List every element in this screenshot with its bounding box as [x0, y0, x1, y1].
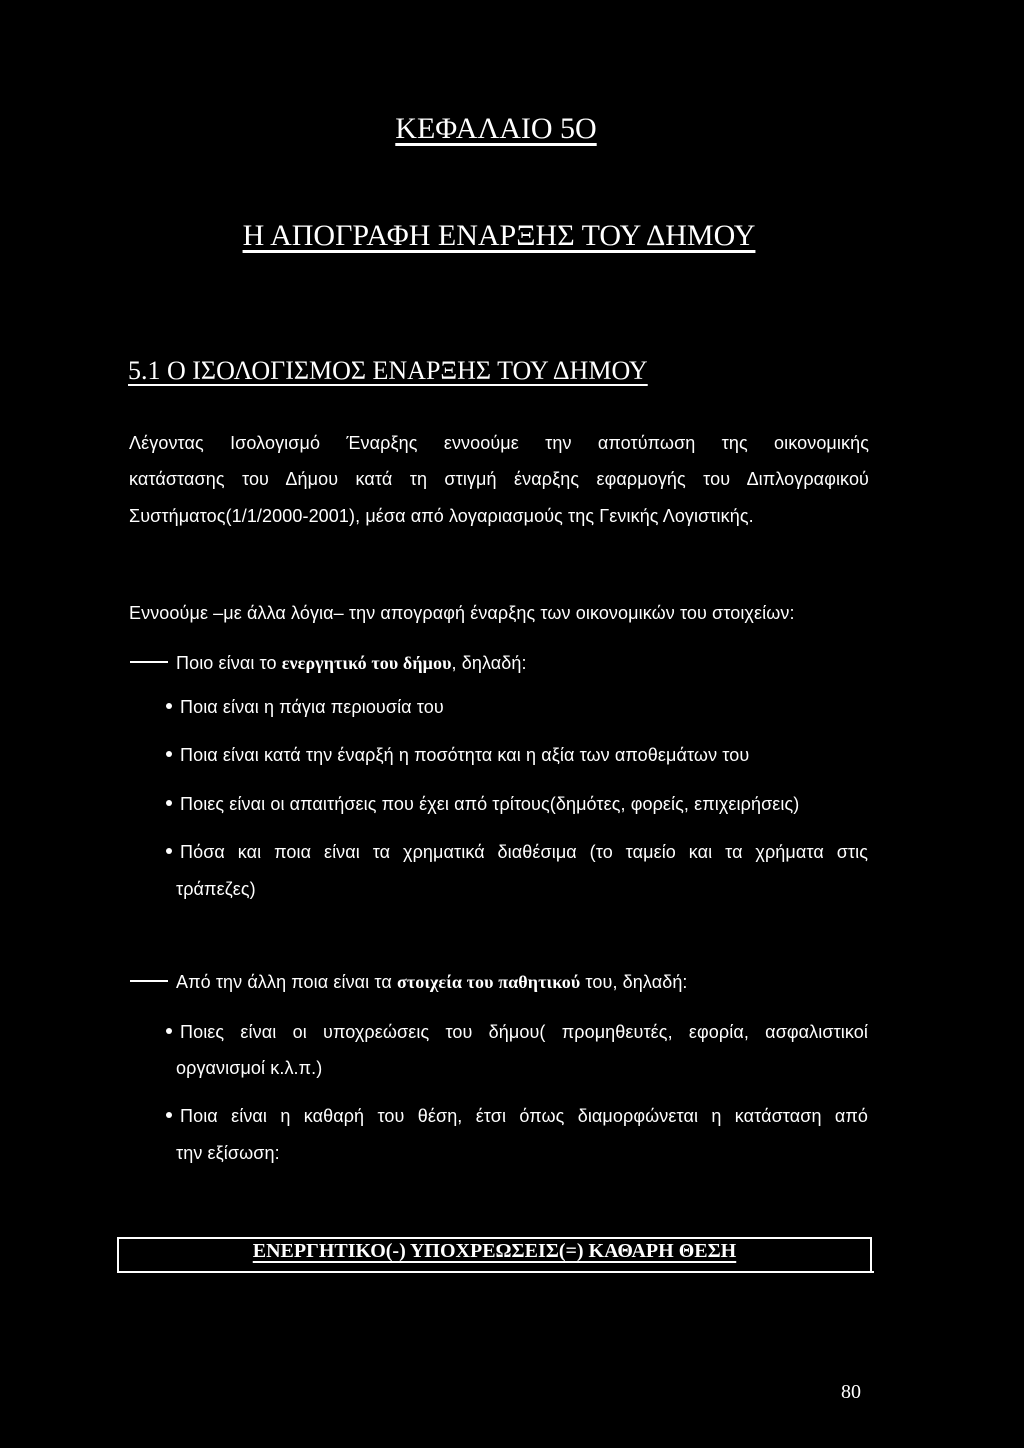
intro-line-2: κατάστασης του Δήμου κατά τη στιγμή έναρξης εφαρμογής του Διπλογραφικού — [129, 469, 869, 489]
document-title: Η ΑΠΟΓΡΑΦΗ ΕΝΑΡΞΗΣ ΤΟΥ ΔΗΜΟΥ — [242, 219, 756, 252]
list-item-text: Ποιες είναι οι υποχρεώσεις του δήμου( προμηθευτές, εφορία, ασφαλιστικοί — [180, 1022, 868, 1042]
liabilities-lead-bold: στοιχεία του παθητικού — [396, 972, 581, 992]
bullet-icon — [166, 800, 172, 806]
liabilities-lead-suffix: του, δηλαδή: — [580, 972, 688, 992]
list-item — [166, 1022, 868, 1043]
assets-lead-suffix: , δηλαδή: — [451, 653, 527, 673]
list-item — [166, 842, 868, 863]
bullet-icon — [166, 1112, 172, 1118]
intro-line-3: Συστήματος(1/1/2000-2001), μέσα από λογαριασμούς της Γενικής Λογιστικής. — [129, 506, 754, 526]
list-item — [166, 697, 444, 718]
list-item-text: Ποια είναι η καθαρή του θέση, έτσι όπως διαμορφώνεται η κατάσταση από — [180, 1106, 868, 1126]
bullet-icon — [166, 848, 172, 854]
liabilities-lead-prefix: Από την άλλη ποια είναι τα — [176, 972, 397, 992]
page-number: 80 — [841, 1381, 861, 1403]
list-item-text: Ποιες είναι οι απαιτήσεις που έχει από τρίτους(δημότες, φορείς, επιχειρήσεις) — [180, 794, 800, 814]
intro-line-1: Λέγοντας Ισολογισμό Έναρξης εννοούμε την αποτύπωση της οικονομικής — [129, 433, 869, 453]
list-item — [166, 1106, 868, 1127]
chapter-title: ΚΕΦΑΛΑΙΟ 5Ο — [395, 112, 597, 145]
equation-box-underline — [117, 1271, 874, 1273]
list-item-continuation: τράπεζες) — [176, 879, 256, 899]
section-title: 5.1 Ο ΙΣΟΛΟΓΙΣΜΟΣ ΕΝΑΡΞΗΣ ΤΟΥ ΔΗΜΟΥ — [128, 356, 648, 385]
dash-marker — [130, 980, 168, 982]
list-item-text: Ποια είναι η πάγια περιουσία του — [180, 697, 444, 717]
assets-lead — [130, 653, 527, 674]
assets-lead-bold: ενεργητικό του δήμου — [281, 653, 452, 673]
equation-text: ΕΝΕΡΓΗΤΙΚΟ(-) ΥΠΟΧΡΕΩΣΕΙΣ(=) ΚΑΘΑΡΗ ΘΕΣΗ — [252, 1240, 737, 1262]
list-item — [166, 745, 749, 766]
meaning-line: Εννοούμε –με άλλα λόγια– την απογραφή έναρξης των οικονομικών του στοιχείων: — [129, 603, 795, 623]
bullet-icon — [166, 1028, 172, 1034]
list-item-text: Πόσα και ποια είναι τα χρηματικά διαθέσιμα (το ταμείο και τα χρήματα στις — [180, 842, 868, 862]
dash-marker — [130, 661, 168, 663]
bullet-icon — [166, 703, 172, 709]
list-item-continuation: την εξίσωση: — [176, 1143, 280, 1163]
list-item-continuation: οργανισμοί κ.λ.π.) — [176, 1058, 323, 1078]
bullet-icon — [166, 751, 172, 757]
list-item — [166, 794, 799, 815]
assets-lead-prefix: Ποιο είναι το — [176, 653, 282, 673]
liabilities-lead — [130, 972, 688, 993]
list-item-text: Ποια είναι κατά την έναρξή η ποσότητα και η αξία των αποθεμάτων του — [180, 745, 750, 765]
